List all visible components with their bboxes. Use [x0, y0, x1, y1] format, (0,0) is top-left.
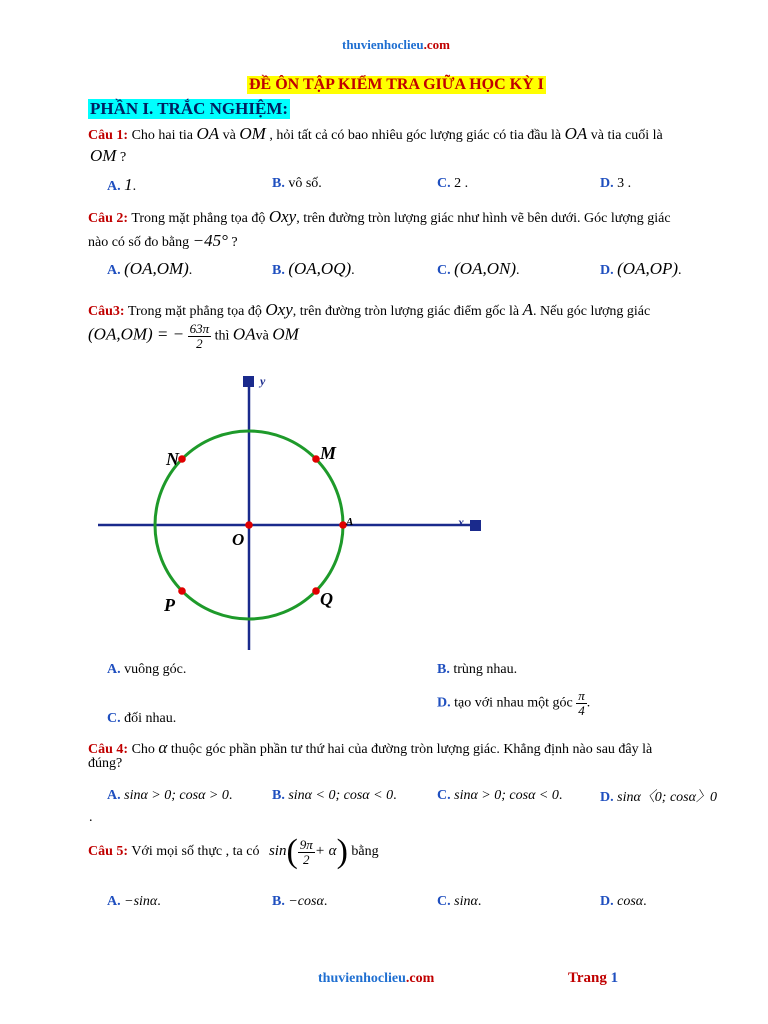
q3-math-oa: OA	[232, 324, 256, 344]
origin-label: O	[232, 530, 245, 549]
q3-option-a-value: vuông góc.	[124, 662, 187, 677]
q3-text-b: , trên đường tròn lượng giác điểm gốc là	[292, 304, 520, 319]
point-n	[178, 455, 186, 463]
q4-option-a-value: sinα > 0; cosα > 0	[124, 788, 229, 803]
point-a-label: A	[346, 516, 354, 528]
q5-fraction-num: 9π	[299, 836, 313, 852]
header-site-tld: .com	[423, 37, 450, 52]
q4-math-alpha: α	[158, 738, 168, 757]
q1-option-b-letter: B.	[272, 176, 285, 191]
point-p-label: P	[164, 595, 175, 615]
q2-option-c[interactable]: C. (OA,ON).	[437, 259, 520, 278]
q5-line1	[88, 833, 379, 883]
q3-line2	[88, 322, 299, 350]
q3-option-d[interactable]: D. tạo với nhau một góc $\frac{\pi}{4}$ .	[437, 688, 591, 718]
q4-trailing-dot: .	[89, 810, 93, 825]
q1-math-oa: OA	[196, 124, 220, 143]
q1-option-c[interactable]	[437, 176, 468, 192]
q3-line1	[88, 300, 650, 320]
q2-math-angle: −45°	[192, 231, 228, 250]
doc-title: ĐỀ ÔN TẬP KIỂM TRA GIỮA HỌC KỲ I	[249, 76, 544, 93]
q3-text-va: và	[255, 328, 269, 344]
q5-math-plus: + α	[314, 843, 337, 860]
q3-option-b-letter: B.	[437, 662, 450, 677]
q2-option-c-letter: C.	[437, 263, 451, 278]
q3-option-b-value: trùng nhau.	[453, 662, 518, 677]
q4-option-d[interactable]	[600, 786, 717, 806]
y-axis-label: y	[260, 374, 266, 388]
q5-text-b: bằng	[351, 844, 379, 860]
q1-label: Câu 1:	[88, 128, 129, 143]
q3-fraction-num: 63π	[189, 321, 210, 336]
q5-option-c-letter: C.	[437, 894, 451, 909]
q1-option-b[interactable]	[272, 176, 322, 192]
q1-math-om2: OM	[90, 146, 117, 165]
q5-option-b-value: −cosα	[288, 894, 324, 909]
q1-text-c: và tia cuối là	[590, 128, 663, 143]
point-origin	[245, 521, 253, 529]
q1-option-c-value: 2 .	[454, 176, 469, 191]
q5-option-d-value: cosα	[617, 894, 644, 909]
q2-label: Câu 2:	[88, 211, 129, 226]
header-site-name: thuvienhoclieu	[342, 37, 424, 52]
q1-line2	[90, 146, 126, 166]
q1-option-a-value: 1	[124, 175, 133, 194]
page-number-value: 1	[610, 970, 619, 986]
q4-option-b-value: sinα < 0; cosα < 0	[288, 788, 394, 803]
q3-option-d-num: π	[578, 688, 585, 703]
q1-math-oa2: OA	[564, 124, 588, 143]
q3-option-a-letter: A.	[107, 662, 121, 677]
point-q	[312, 587, 320, 595]
q4-label: Câu 4:	[88, 742, 129, 757]
q2-line1	[88, 207, 671, 227]
q4-text-a: Cho	[131, 742, 155, 757]
q2-text-c: nào có số đo bằng	[88, 235, 190, 250]
q4-option-b[interactable]: B. sinα < 0; cosα < 0.	[272, 788, 397, 803]
q1-option-b-value: vô số.	[288, 176, 322, 191]
q1-option-a-letter: A.	[107, 179, 121, 194]
q2-option-a-letter: A.	[107, 263, 121, 278]
q5-math-sin: sin	[268, 843, 287, 860]
q3-math-oxy: Oxy	[265, 300, 293, 319]
q2-text-b: , trên đường tròn lượng giác như hình vẽ bên dưới. Góc lượng giác	[296, 211, 671, 226]
q2-line2	[88, 231, 238, 251]
q3-option-d-fraction	[576, 689, 587, 717]
q5-text-a: Với mọi số thực , ta có	[131, 844, 260, 860]
footer-site-link[interactable]	[318, 971, 434, 987]
q5-paren-close: )	[336, 833, 348, 870]
q4-text-c: đúng?	[88, 756, 123, 771]
q2-text-q: ?	[231, 235, 238, 250]
point-n-label: N	[166, 449, 179, 469]
q5-option-d[interactable]: D. cosα.	[600, 894, 647, 909]
q1-option-d[interactable]	[600, 176, 631, 192]
q4-option-c-letter: C.	[437, 788, 451, 803]
q3-text-a: Trong mặt phẳng tọa độ	[127, 304, 262, 319]
y-axis-arrow-icon	[243, 376, 254, 387]
footer-site-tld: .com	[405, 971, 435, 986]
q5-option-c[interactable]: C. sinα.	[437, 894, 482, 909]
q3-option-b[interactable]	[437, 662, 517, 678]
q5-option-a-value: −sinα	[124, 894, 158, 909]
x-axis-label: x	[458, 515, 464, 529]
q4-option-b-letter: B.	[272, 788, 285, 803]
unit-circle-figure	[88, 365, 498, 655]
section-title: PHẦN I. TRẮC NGHIỆM:	[90, 99, 289, 118]
q3-math-om: OM	[272, 324, 299, 344]
q5-fraction	[298, 838, 315, 866]
q4-option-c-value: sinα > 0; cosα < 0	[454, 788, 559, 803]
figure-background	[88, 365, 498, 655]
point-m-label: M	[320, 443, 337, 463]
q4-line1	[88, 738, 652, 758]
q4-line2	[88, 756, 122, 772]
q2-option-b-letter: B.	[272, 263, 285, 278]
q4-option-a[interactable]: A. sinα > 0; cosα > 0.	[107, 788, 233, 803]
q1-text-b: , hỏi tất cả có bao nhiêu góc lượng giác có tia đầu là	[269, 128, 562, 143]
q1-text-q: ?	[119, 150, 127, 165]
q2-option-d-value: (OA,OP)	[617, 259, 679, 278]
x-axis-arrow-icon	[470, 520, 481, 531]
q3-option-c-value: đối nhau.	[124, 711, 177, 726]
q1-option-a[interactable]: A. 1.	[107, 175, 137, 194]
q5-paren-open: (	[286, 833, 298, 870]
q3-text-thi: thì	[214, 328, 230, 344]
q1-option-d-value: 3 .	[617, 176, 632, 191]
q2-option-b-value: (OA,OQ)	[288, 259, 352, 278]
q3-option-c[interactable]	[107, 711, 176, 727]
q1-line1	[88, 124, 663, 144]
q1-option-c-letter: C.	[437, 176, 451, 191]
q3-option-d-letter: D.	[437, 695, 451, 711]
q2-option-d[interactable]: D. (OA,OP).	[600, 259, 682, 278]
q3-math-angle: (OA,OM) = −	[88, 324, 185, 344]
q3-option-a[interactable]	[107, 662, 186, 678]
q2-option-b[interactable]: B. (OA,OQ).	[272, 259, 355, 278]
q3-option-d-den: 4	[578, 702, 585, 718]
q2-text-a: Trong mặt phẳng tọa độ	[131, 211, 266, 226]
q4-option-a-letter: A.	[107, 788, 121, 803]
q3-option-d-value: tạo với nhau một góc	[454, 695, 573, 711]
q2-option-a-value: (OA,OM)	[124, 259, 189, 278]
point-q-label: Q	[320, 589, 333, 609]
point-m	[312, 455, 320, 463]
q3-math-a: A	[522, 300, 533, 319]
q3-fraction	[188, 322, 212, 350]
q5-option-c-value: sinα	[454, 894, 478, 909]
q5-option-d-letter: D.	[600, 894, 614, 909]
q5-option-a[interactable]: A. −sinα.	[107, 894, 161, 909]
q3-label-b: 3:	[112, 304, 125, 319]
point-p	[178, 587, 186, 595]
q4-text-b: thuộc góc phần phần tư thứ hai của đường tròn lượng giác. Khẳng định nào sau đây là	[170, 742, 653, 757]
q2-option-d-letter: D.	[600, 263, 614, 278]
page-label: Trang	[568, 970, 607, 986]
q1-math-om: OM	[239, 124, 266, 143]
q5-option-a-letter: A.	[107, 894, 121, 909]
page-number	[568, 970, 618, 987]
header-site-link[interactable]	[342, 37, 450, 53]
q1-text-va: và	[222, 128, 236, 143]
q4-option-c[interactable]: C. sinα > 0; cosα < 0.	[437, 788, 563, 803]
q2-math-oxy: Oxy	[268, 207, 297, 226]
q4-option-d-value: sinα〈0; cosα〉0	[617, 790, 717, 805]
q5-option-b-letter: B.	[272, 894, 285, 909]
q1-option-d-letter: D.	[600, 176, 614, 191]
footer-site-name: thuvienhoclieu	[318, 971, 406, 986]
q5-option-b[interactable]: B. −cosα.	[272, 894, 328, 909]
q4-option-d-letter: D.	[600, 790, 614, 805]
q1-text-a: Cho hai tia	[131, 128, 193, 143]
q3-fraction-den: 2	[196, 335, 203, 351]
q2-option-a[interactable]: A. (OA,OM).	[107, 259, 193, 278]
q3-text-c: . Nếu góc lượng giác	[532, 304, 651, 319]
q3-option-c-letter: C.	[107, 711, 121, 726]
q2-option-c-value: (OA,ON)	[454, 259, 516, 278]
q5-label: Câu 5:	[88, 844, 129, 860]
q3-label-a: Câu	[88, 304, 113, 319]
q5-fraction-den: 2	[303, 851, 310, 867]
